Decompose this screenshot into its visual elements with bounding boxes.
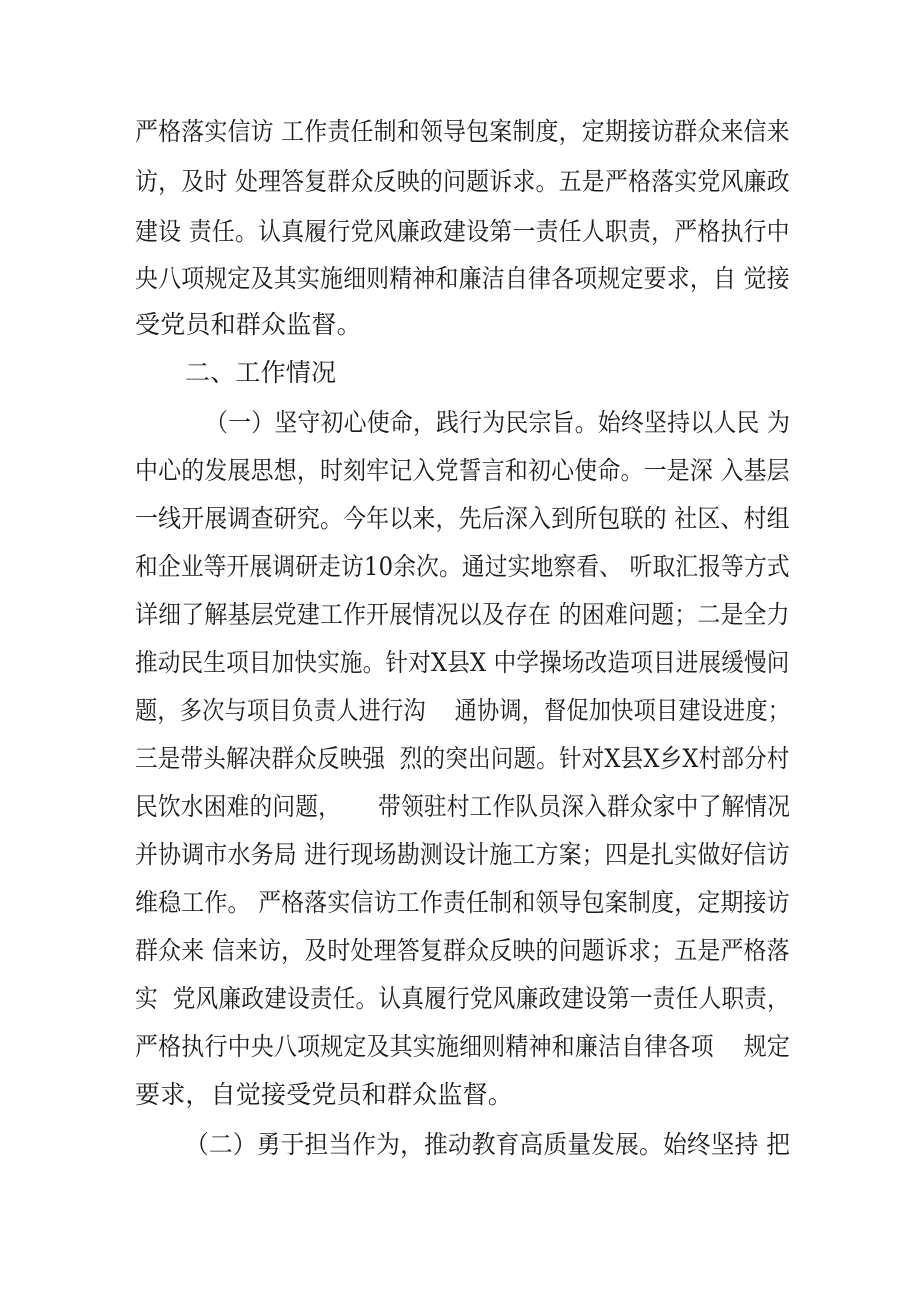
body-text-line: 一线开展调查研究。今年以来，先后深入到所包联的 社区、村组: [135, 504, 790, 533]
paragraph-first-line: （二）勇于担当作为，推动教育高质量发展。始终坚持 把: [185, 1130, 791, 1159]
body-text-line: 严格执行中央八项规定及其实施细则精神和廉洁自律各项 规定: [135, 1032, 791, 1061]
body-text-line: 题，多次与项目负责人进行沟 通协调，督促加快项目建设进度；: [135, 696, 791, 725]
body-text-line: 严格落实信访 工作责任制和领导包案制度，定期接访群众来信来: [135, 117, 790, 146]
body-text-line: 和企业等开展调研走访10余次。通过实地察看、 听取汇报等方式: [135, 552, 790, 581]
body-text-line: 维稳工作。 严格落实信访工作责任制和领导包案制度，定期接访: [135, 888, 790, 917]
body-text-line: 受党员和群众监督。: [135, 310, 362, 339]
section-heading: 二、工作情况: [185, 358, 337, 387]
body-text-line: 详细了解基层党建工作开展情况以及存在 的困难问题；二是全力: [135, 600, 790, 629]
body-text-line: 推动民生项目加快实施。针对X县X 中学操场改造项目进展缓慢问: [135, 648, 790, 677]
body-text-line: 实 党风廉政建设责任。认真履行党风廉政建设第一责任人职责，: [135, 984, 790, 1013]
body-text-line: 要求，自觉接受党员和群众监督。: [135, 1080, 514, 1109]
body-text-line: 中心的发展思想，时刻牢记入党誓言和初心使命。一是深 入基层: [135, 456, 790, 485]
body-text-line: 并协调市水务局 进行现场勘测设计施工方案；四是扎实做好信访: [135, 840, 790, 869]
paragraph-first-line: （一）坚守初心使命，践行为民宗旨。始终坚持以人民 为: [205, 408, 791, 437]
body-text-line: 民饮水困难的问题， 带领驻村工作队员深入群众家中了解情况: [135, 792, 791, 821]
body-text-line: 建设 责任。认真履行党风廉政建设第一责任人职责，严格执行中: [135, 217, 790, 246]
body-text-line: 访，及时 处理答复群众反映的问题诉求。五是严格落实党风廉政: [135, 167, 790, 196]
body-text-line: 三是带头解决群众反映强 烈的突出问题。针对X县X乡X村部分村: [135, 744, 790, 773]
body-text-line: 群众来 信来访，及时处理答复群众反映的问题诉求；五是严格落: [135, 936, 790, 965]
body-text-line: 央八项规定及其实施细则精神和廉洁自律各项规定要求，自 觉接: [135, 264, 790, 293]
